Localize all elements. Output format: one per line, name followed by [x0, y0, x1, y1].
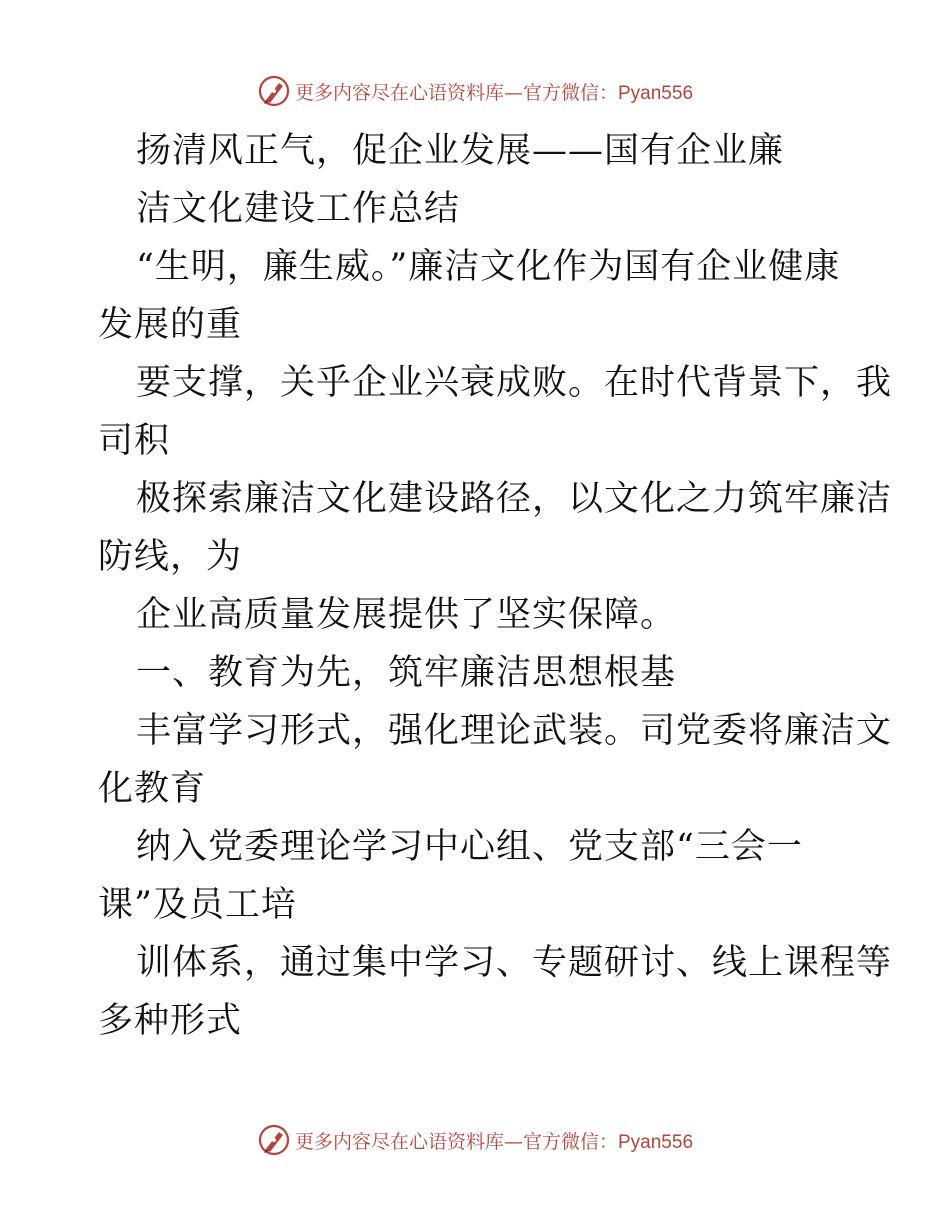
document-body	[98, 122, 893, 1050]
paragraph-line: 多种形式	[98, 1001, 243, 1041]
pen-logo-icon	[257, 74, 291, 108]
paragraph-line: 丰富学习形式，强化理论武装。司党委将廉洁文	[136, 711, 893, 751]
paragraph-line: 要支撑，关乎企业兴衰成败。在时代背景下，我	[136, 363, 893, 403]
paragraph-line: 防线，为	[98, 537, 243, 577]
section-heading: 一、教育为先，筑牢廉洁思想根基	[136, 653, 677, 693]
title-line-1: 扬清风正气，促企业发展——国有企业廉	[136, 131, 785, 171]
paragraph-line: 司积	[98, 421, 171, 461]
footer-watermark	[0, 1120, 950, 1160]
paragraph-line: 纳入党委理论学习中心组、党支部“三会一	[136, 827, 803, 867]
paragraph-line: 课”及员工培	[98, 885, 297, 925]
paragraph-line: 极探索廉洁文化建设路径，以文化之力筑牢廉洁	[136, 479, 893, 519]
title-line-2: 洁文化建设工作总结	[136, 189, 461, 229]
footer-watermark-text: 更多内容尽在心语资料库—官方微信：Pyan556	[294, 1130, 694, 1153]
pen-logo-icon	[257, 1123, 291, 1157]
header-watermark	[0, 71, 950, 111]
paragraph-line: 企业高质量发展提供了坚实保障。	[136, 595, 677, 635]
header-watermark-text: 更多内容尽在心语资料库—官方微信：Pyan556	[294, 81, 694, 104]
paragraph-line: “生明，廉生威。”廉洁文化作为国有企业健康	[136, 247, 841, 287]
paragraph-line: 训体系，通过集中学习、专题研讨、线上课程等	[136, 943, 893, 983]
paragraph-line: 化教育	[98, 769, 207, 809]
paragraph-line: 发展的重	[98, 305, 243, 345]
